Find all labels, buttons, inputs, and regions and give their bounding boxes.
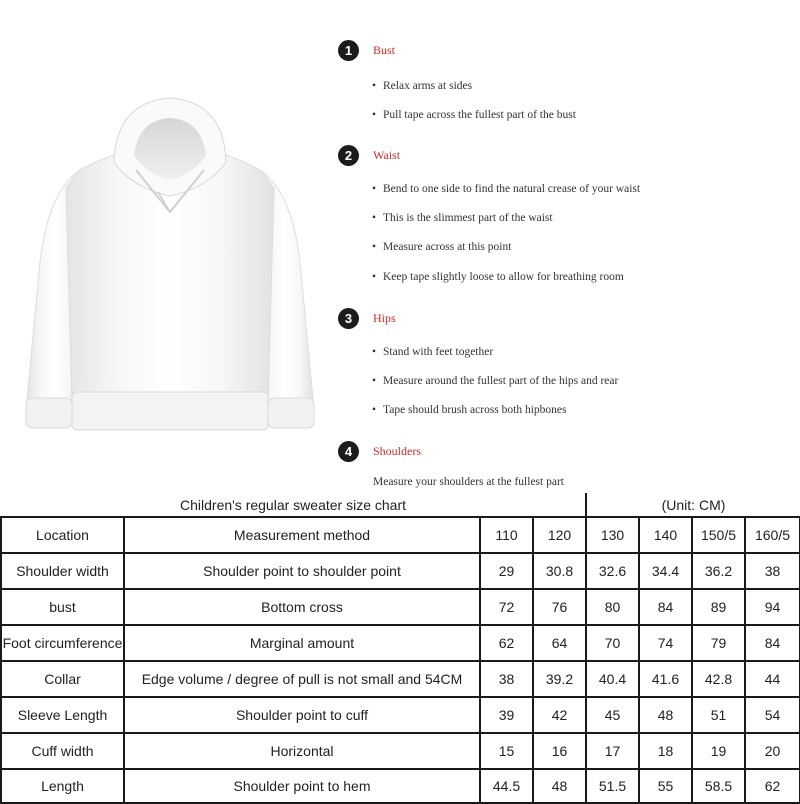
section-title: Waist: [373, 148, 401, 162]
white-hoodie-image: [18, 92, 322, 436]
table-cell: Edge volume / degree of pull is not small and 54CM: [124, 661, 480, 697]
section-note: Measure your shoulders at the fullest part: [373, 476, 564, 488]
bullet-item: • Measure across at this point: [372, 241, 512, 253]
column-header: Measurement method: [124, 517, 480, 553]
table-header-row: [1, 517, 800, 553]
table-cell: 42.8: [692, 661, 745, 697]
bullet-item: • Bend to one side to find the natural crease of your waist: [372, 183, 641, 195]
bullet-text: Pull tape across the fullest part of the bust: [383, 109, 576, 121]
table-cell: 70: [586, 625, 639, 661]
bullet-item: • Measure around the fullest part of the hips and rear: [372, 375, 619, 387]
table-cell: 72: [480, 589, 533, 625]
table-cell: bust: [1, 589, 124, 625]
section-title: Bust: [373, 43, 396, 57]
table-cell: 80: [586, 589, 639, 625]
table-cell: 29: [480, 553, 533, 589]
bullet-text: Bend to one side to find the natural crease of your waist: [383, 183, 641, 195]
table-row: [1, 589, 800, 625]
table-cell: 48: [639, 697, 692, 733]
bullet-text: This is the slimmest part of the waist: [383, 212, 553, 224]
table-cell: 89: [692, 589, 745, 625]
table-cell: 15: [480, 733, 533, 769]
bullet-text: Keep tape slightly loose to allow for breathing room: [383, 271, 624, 283]
column-header: 120: [533, 517, 586, 553]
table-cell: 41.6: [639, 661, 692, 697]
table-cell: 94: [745, 589, 800, 625]
bullet-text: Measure around the fullest part of the hips and rear: [383, 375, 619, 387]
table-cell: 44.5: [480, 769, 533, 803]
table-cell: 42: [533, 697, 586, 733]
table-cell: 38: [480, 661, 533, 697]
table-cell: Bottom cross: [124, 589, 480, 625]
table-cell: Marginal amount: [124, 625, 480, 661]
table-cell: 62: [745, 769, 800, 803]
table-cell: 58.5: [692, 769, 745, 803]
table-cell: 55: [639, 769, 692, 803]
table-cell: Horizontal: [124, 733, 480, 769]
step-number-badge: 4: [338, 441, 359, 462]
column-header: 110: [480, 517, 533, 553]
size-chart-table: [0, 493, 800, 804]
bullet-text: Measure across at this point: [383, 241, 512, 253]
bullet-item: • Keep tape slightly loose to allow for breathing room: [372, 271, 624, 283]
table-cell: 18: [639, 733, 692, 769]
step-number-badge: 1: [338, 40, 359, 61]
table-cell: 48: [533, 769, 586, 803]
table-row: [1, 553, 800, 589]
table-cell: Shoulder point to cuff: [124, 697, 480, 733]
bullet-text: Stand with feet together: [383, 346, 494, 358]
column-header: 140: [639, 517, 692, 553]
unit-label: (Unit: CM): [586, 493, 800, 517]
table-cell: 44: [745, 661, 800, 697]
table-cell: 30.8: [533, 553, 586, 589]
step-number-badge: 3: [338, 308, 359, 329]
table-cell: 40.4: [586, 661, 639, 697]
bullet-text: Tape should brush across both hipbones: [383, 404, 567, 416]
table-cell: 74: [639, 625, 692, 661]
table-cell: 17: [586, 733, 639, 769]
column-header: 130: [586, 517, 639, 553]
section-title: Shoulders: [373, 444, 421, 458]
table-cell: Cuff width: [1, 733, 124, 769]
table-cell: 36.2: [692, 553, 745, 589]
table-cell: Collar: [1, 661, 124, 697]
table-cell: 19: [692, 733, 745, 769]
table-cell: 79: [692, 625, 745, 661]
table-cell: 39.2: [533, 661, 586, 697]
table-title: Children's regular sweater size chart: [1, 493, 586, 517]
column-header: Location: [1, 517, 124, 553]
column-header: 150/5: [692, 517, 745, 553]
table-cell: 20: [745, 733, 800, 769]
table-cell: 84: [745, 625, 800, 661]
table-cell: 76: [533, 589, 586, 625]
table-row: [1, 733, 800, 769]
bullet-text: Relax arms at sides: [383, 80, 473, 92]
column-header: 160/5: [745, 517, 800, 553]
table-cell: Shoulder point to hem: [124, 769, 480, 803]
table-cell: 16: [533, 733, 586, 769]
bullet-item: • Stand with feet together: [372, 346, 494, 358]
table-cell: 45: [586, 697, 639, 733]
bullet-item: • This is the slimmest part of the waist: [372, 212, 553, 224]
step-number-badge: 2: [338, 145, 359, 166]
bullet-item: • Pull tape across the fullest part of the bust: [372, 109, 576, 121]
table-cell: Shoulder width: [1, 553, 124, 589]
table-cell: 38: [745, 553, 800, 589]
table-cell: 51.5: [586, 769, 639, 803]
table-cell: 84: [639, 589, 692, 625]
table-cell: 51: [692, 697, 745, 733]
table-cell: Shoulder point to shoulder point: [124, 553, 480, 589]
bullet-item: • Tape should brush across both hipbones: [372, 404, 567, 416]
table-row: [1, 661, 800, 697]
table-cell: 62: [480, 625, 533, 661]
table-cell: 64: [533, 625, 586, 661]
table-row: [1, 769, 800, 803]
table-cell: 34.4: [639, 553, 692, 589]
table-cell: Foot circumference: [1, 625, 124, 661]
table-row: [1, 697, 800, 733]
table-row: [1, 625, 800, 661]
bullet-item: • Relax arms at sides: [372, 80, 473, 92]
table-cell: Sleeve Length: [1, 697, 124, 733]
table-cell: 32.6: [586, 553, 639, 589]
section-title: Hips: [373, 311, 396, 325]
table-caption-row: [1, 493, 800, 517]
table-cell: Length: [1, 769, 124, 803]
table-cell: 54: [745, 697, 800, 733]
table-cell: 39: [480, 697, 533, 733]
